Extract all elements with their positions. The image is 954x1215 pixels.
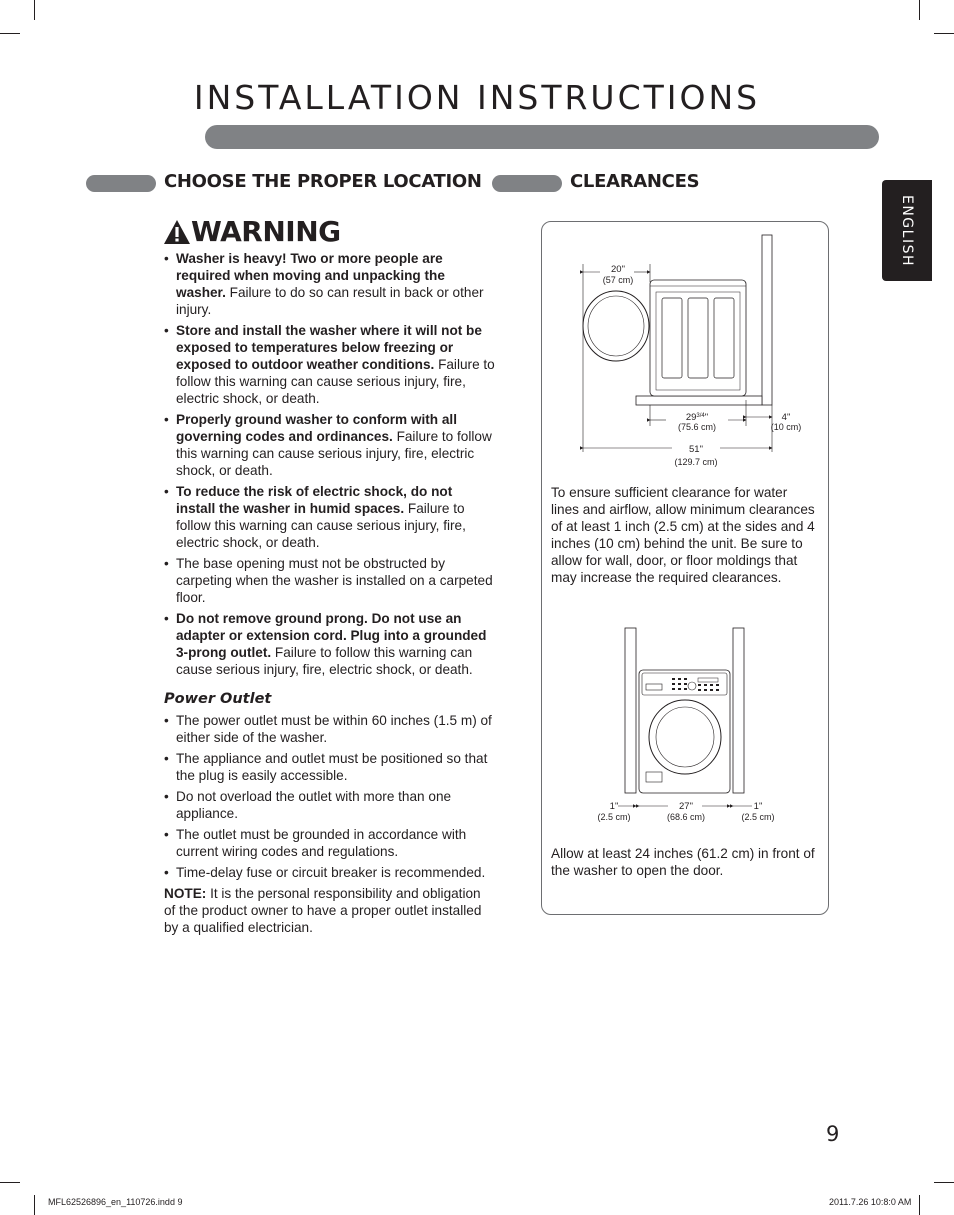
section-pill <box>86 175 156 192</box>
right-wall <box>733 628 744 793</box>
side-clearance-text: To ensure sufficient clearance for water lines and airflow, allow minimum clearances of at least 1 inch (2.5 cm) at the sides and 4 inches (10 cm) behind the unit. Be sure to allow for wall, door, or floor moldings that may increase the required clearances. <box>551 485 815 585</box>
note <box>163 885 495 936</box>
power-outlet-heading: Power Outlet <box>164 691 272 707</box>
outlet-item: • Do not overload the outlet with more than one appliance. <box>163 788 495 822</box>
warning-header <box>163 215 341 248</box>
side-clearance-diagram <box>542 222 826 472</box>
width-in: 27" <box>679 801 693 812</box>
left-wall <box>625 628 636 793</box>
footer-timestamp: 2011.7.26 10:8:0 AM <box>829 1197 912 1207</box>
left-clearance-cm: (2.5 cm) <box>597 812 631 822</box>
crop-mark <box>934 1182 954 1183</box>
floor <box>636 396 762 405</box>
warning-item: • Do not remove ground prong. Do not use an adapter or extension cord. Plug into a grounded 3-prong outlet. Failure to follow this warning can cause serious injury, fire, electric shock, or death. <box>163 610 495 678</box>
section-pill <box>492 175 562 192</box>
outlet-item: • The outlet must be grounded in accordance with current wiring codes and regulations. <box>163 826 495 860</box>
crop-mark <box>34 1195 35 1215</box>
crop-mark <box>0 1182 20 1183</box>
outlet-item: • The appliance and outlet must be positioned so that the plug is easily accessible. <box>163 750 495 784</box>
warning-item: • Store and install the washer where it will not be exposed to temperatures below freezing or exposed to outdoor weather conditions. Failure to follow this warning can cause serious injury, fire, electric shock, or death. <box>163 322 495 407</box>
location-column <box>163 250 495 936</box>
crop-mark <box>0 33 20 34</box>
left-clearance-in: 1" <box>609 801 619 812</box>
door-clearance-in: 20" <box>611 264 625 275</box>
right-clearance-in: 1" <box>753 801 763 812</box>
crop-mark <box>919 1195 920 1215</box>
total-depth-in: 51" <box>689 444 703 455</box>
warning-item: • The base opening must not be obstructed by carpeting when the washer is installed on a carpeted floor. <box>163 555 495 606</box>
washer-side <box>650 280 746 396</box>
front-clearance-diagram <box>580 620 790 830</box>
rear-clearance-in: 4" <box>781 412 791 423</box>
location-heading: CHOOSE THE PROPER LOCATION <box>164 171 482 192</box>
warning-label: WARNING <box>191 215 341 248</box>
page-title: INSTALLATION INSTRUCTIONS <box>193 78 761 117</box>
crop-mark <box>934 33 954 34</box>
note-label: NOTE: <box>164 886 207 901</box>
right-clearance-cm: (2.5 cm) <box>741 812 775 822</box>
door-clearance-cm: (57 cm) <box>602 275 634 285</box>
note-text: It is the personal responsibility and obligation of the product owner to have a proper outlet installed by a qualified electrician. <box>164 886 482 935</box>
crop-mark <box>919 0 920 20</box>
warning-item: • To reduce the risk of electric shock, do not install the washer in humid spaces. Failure to follow this warning can cause serious injury, fire, electric shock, or death. <box>163 483 495 551</box>
title-bar <box>205 125 879 149</box>
depth-in: $29^{3/4}$" <box>685 412 709 423</box>
footer-file: MFL62526896_en_110726.indd 9 <box>48 1197 183 1207</box>
rear-clearance-cm: (10 cm) <box>770 422 802 432</box>
crop-mark <box>34 0 35 20</box>
language-tab-label: ENGLISH <box>899 194 915 267</box>
warning-item: • Properly ground washer to conform with all governing codes and ordinances. Failure to follow this warning can cause serious injury, fire, electric shock, or death. <box>163 411 495 479</box>
power-outlet-list <box>163 712 495 881</box>
outlet-item: • Time-delay fuse or circuit breaker is recommended. <box>163 864 495 881</box>
total-depth-cm: (129.7 cm) <box>674 457 718 467</box>
page-number: 9 <box>826 1122 840 1146</box>
front-clearance-text: Allow at least 24 inches (61.2 cm) in front of the washer to open the door. <box>551 846 815 878</box>
warning-icon <box>163 219 191 245</box>
language-tab <box>882 180 932 281</box>
wall <box>762 235 772 405</box>
warning-list <box>163 250 495 678</box>
width-cm: (68.6 cm) <box>666 812 706 822</box>
depth-cm: (75.6 cm) <box>677 422 717 432</box>
outlet-item: • The power outlet must be within 60 inches (1.5 m) of either side of the washer. <box>163 712 495 746</box>
clearances-heading: CLEARANCES <box>570 171 700 192</box>
warning-item: • Washer is heavy! Two or more people are required when moving and unpacking the washer. Failure to do so can result in back or other injury. <box>163 250 495 318</box>
